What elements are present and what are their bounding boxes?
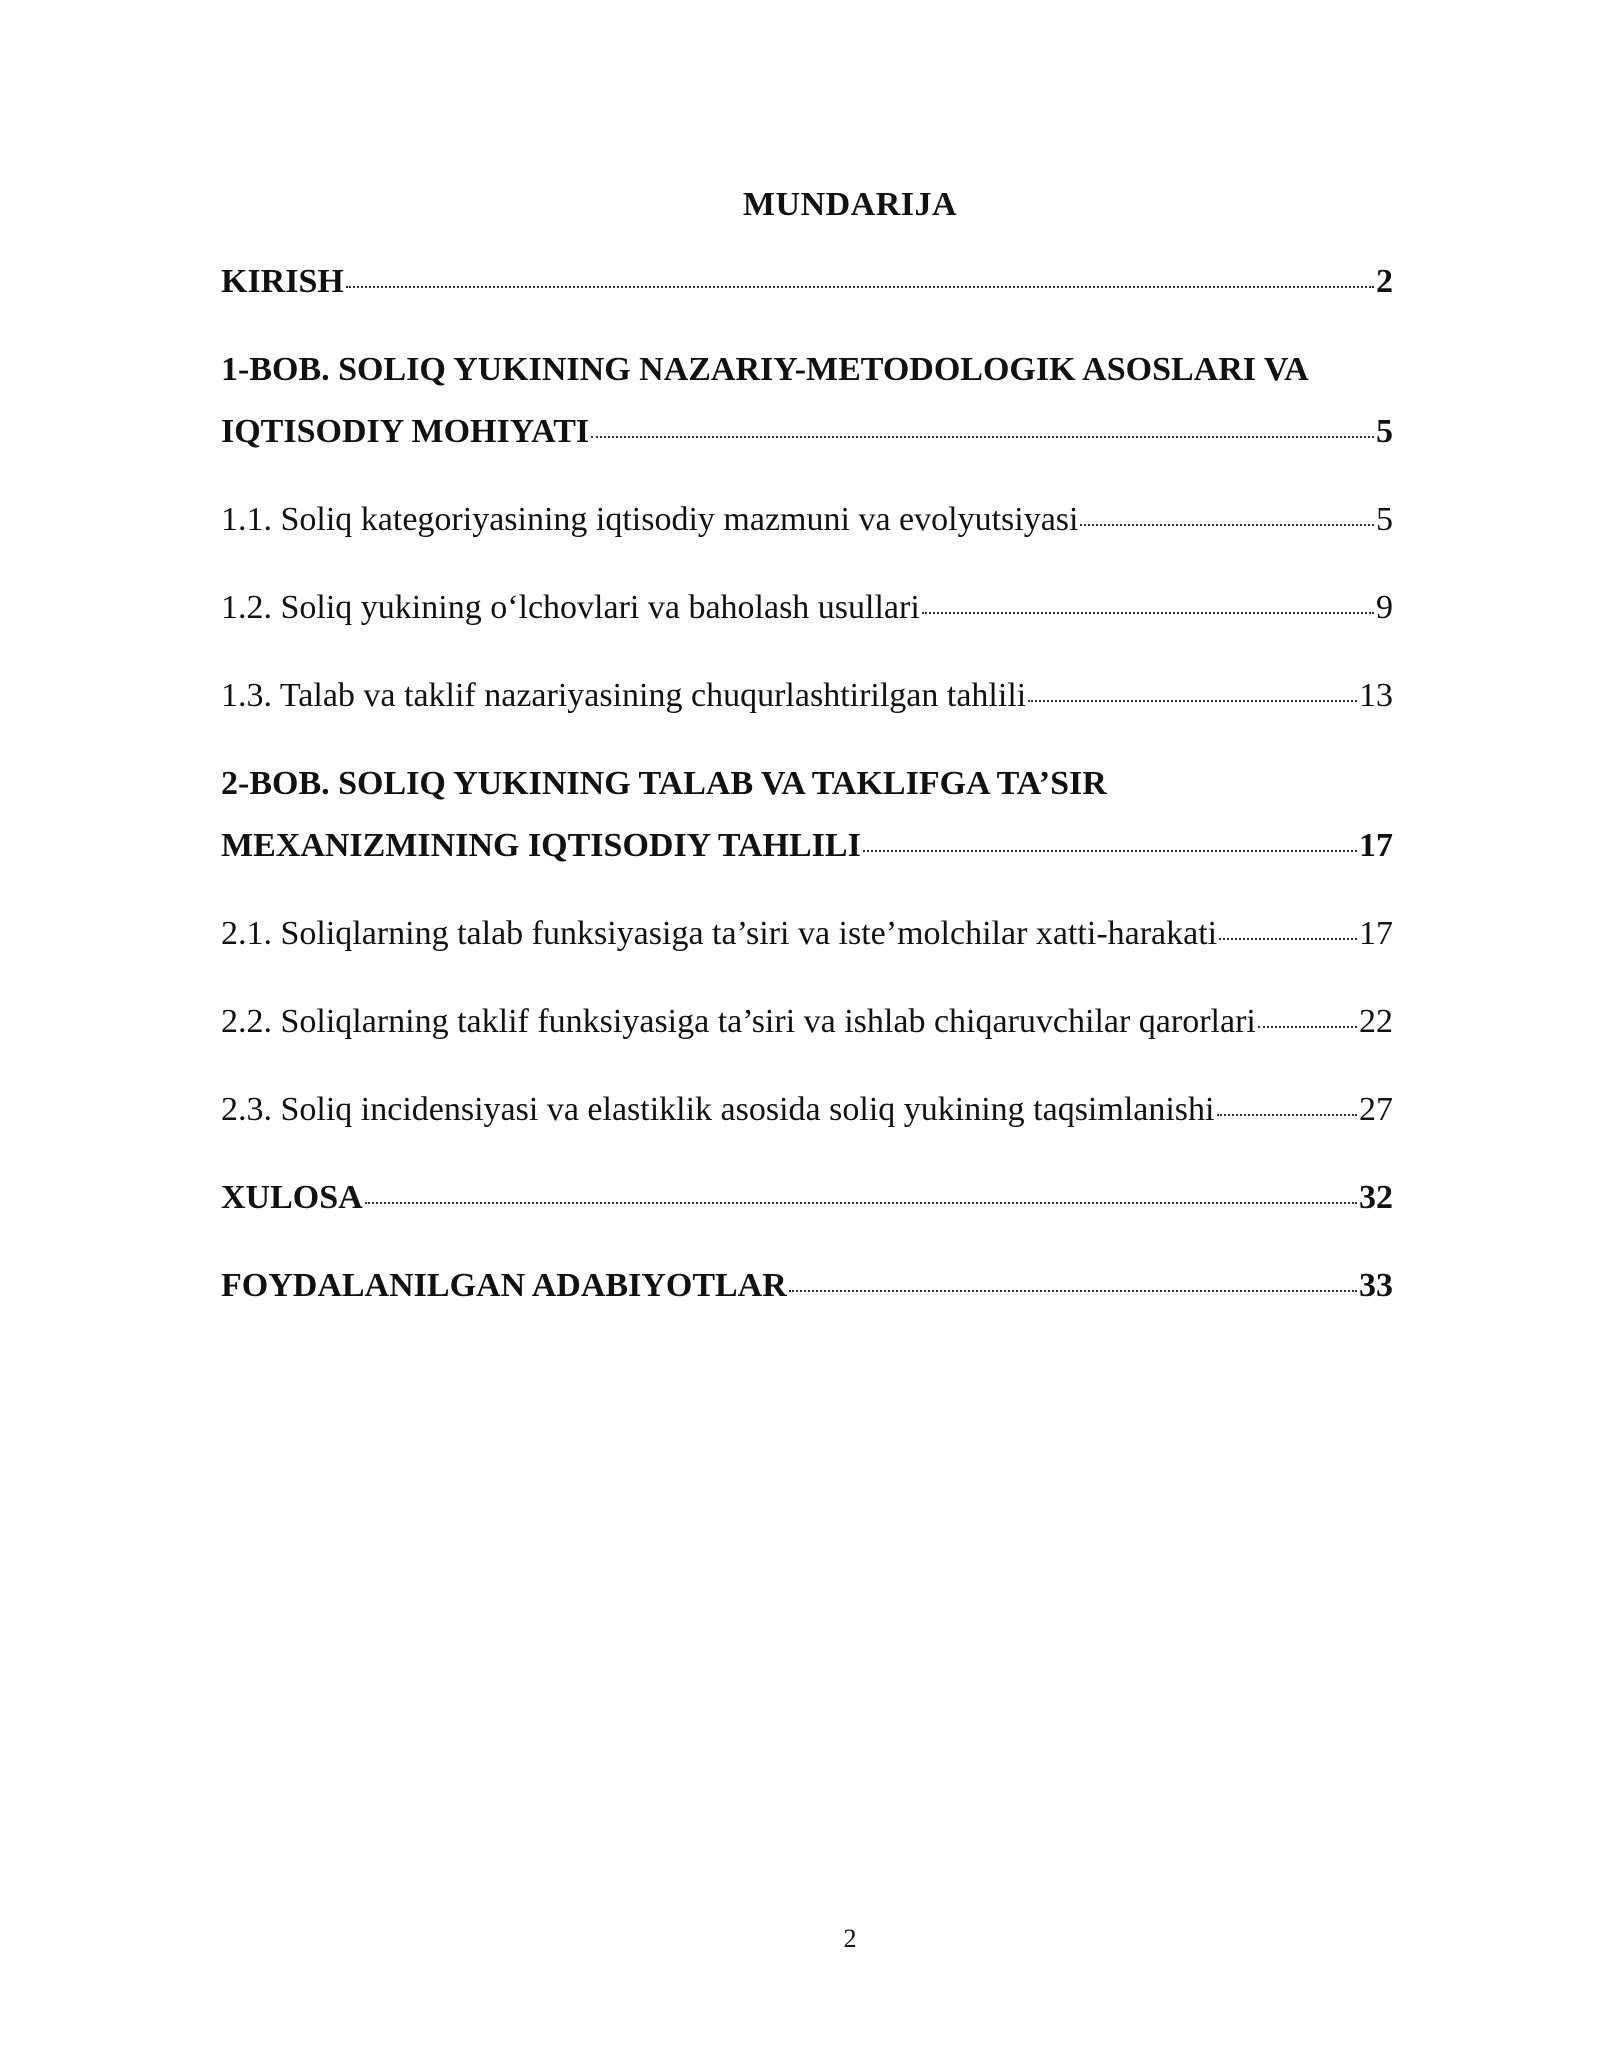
toc-entry-label-line2: MEXANIZMINING IQTISODIY TAHLILI [221, 827, 861, 864]
toc-entry-page: 13 [1359, 677, 1393, 714]
toc-entry-label: XULOSA [221, 1179, 363, 1216]
toc-entry-label: 2.1. Soliqlarning talab funksiyasiga ta’siri va iste’molchilar xatti-harakati [221, 915, 1218, 952]
toc-entry-label-line2: IQTISODIY MOHIYATI [221, 413, 590, 450]
dot-leader [1217, 1114, 1358, 1116]
toc-entry-label: 2.3. Soliq incidensiyasi va elastiklik asosida soliq yukining taqsimlanishi [221, 1091, 1215, 1128]
toc-entry-label: 2.2. Soliqlarning taklif funksiyasiga ta’siri va ishlab chiqaruvchilar qarorlari [221, 1003, 1256, 1040]
toc-entry-page: 27 [1359, 1091, 1393, 1128]
toc-entry-label: 1.2. Soliq yukining o‘lchovlari va baholash usullari [221, 589, 920, 626]
toc-entry-kirish[interactable] [221, 262, 1393, 302]
toc-entry-label: FOYDALANILGAN ADABIYOTLAR [221, 1267, 787, 1304]
page-number: 2 [843, 1924, 857, 1953]
dot-leader [365, 1202, 1357, 1204]
toc-entry-section-2-3[interactable] [221, 1090, 1393, 1130]
dot-leader [863, 850, 1357, 852]
toc-entry-section-1-3[interactable] [221, 676, 1393, 716]
toc-entry-chapter-2[interactable] [221, 764, 1393, 866]
toc-entry-label: 1.1. Soliq kategoriyasining iqtisodiy mazmuni va evolyutsiyasi [221, 501, 1079, 538]
toc-entry-page: 22 [1359, 1003, 1393, 1040]
dot-leader [346, 286, 1374, 288]
dot-leader [1258, 1026, 1357, 1028]
toc-entry-label: 1.3. Talab va taklif nazariyasining chuqurlashtirilgan tahlili [221, 677, 1027, 714]
toc-entry-page: 32 [1359, 1179, 1393, 1216]
dot-leader [789, 1290, 1357, 1292]
dot-leader [1219, 938, 1357, 940]
dot-leader [591, 436, 1374, 438]
dot-leader [922, 612, 1374, 614]
toc-entry-xulosa[interactable] [221, 1178, 1393, 1218]
toc-entry-page: 5 [1376, 413, 1393, 450]
toc-entry-section-1-2[interactable] [221, 588, 1393, 628]
toc-entry-chapter-1[interactable] [221, 350, 1393, 452]
toc-entry-section-1-1[interactable] [221, 500, 1393, 540]
toc-entry-label: KIRISH [221, 263, 344, 300]
toc-entry-page: 5 [1376, 501, 1393, 538]
toc-entry-section-2-1[interactable] [221, 914, 1393, 954]
toc-entry-page: 17 [1359, 827, 1393, 864]
dot-leader [1080, 524, 1374, 526]
toc-entry-section-2-2[interactable] [221, 1002, 1393, 1042]
toc-entry-page: 9 [1376, 589, 1393, 626]
toc-entry-page: 33 [1359, 1267, 1393, 1304]
toc-title: MUNDARIJA [742, 186, 958, 223]
toc-entry-page: 2 [1376, 263, 1393, 300]
toc-entry-label-line1: 1-BOB. SOLIQ YUKINING NAZARIY-METODOLOGIK ASOSLARI VA [221, 351, 1309, 388]
toc-entry-references[interactable] [221, 1266, 1393, 1306]
toc-entry-page: 17 [1359, 915, 1393, 952]
dot-leader [1028, 700, 1357, 702]
toc-entry-label-line1: 2-BOB. SOLIQ YUKINING TALAB VA TAKLIFGA TA’SIR [221, 765, 1107, 802]
